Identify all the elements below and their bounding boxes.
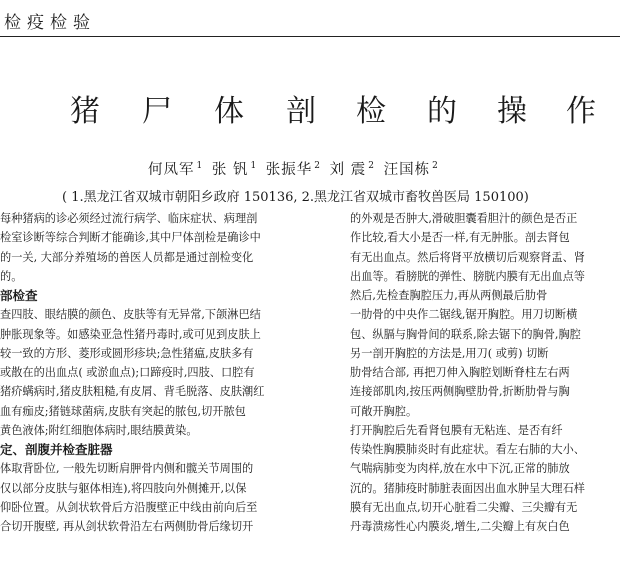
body-column-right bbox=[350, 209, 620, 536]
title-char: 检 bbox=[356, 94, 386, 129]
affiliation-line: ( 1.黑龙江省双城市朝阳乡政府 150136, 2.黑龙江省双城市畜牧兽医局 150100) bbox=[62, 190, 529, 205]
body-line: 仅以部分皮肤与躯体相连),将四肢向外侧摊开,以保 bbox=[0, 481, 247, 495]
body-line: 血有痂皮;猪链球菌病,皮肤有突起的脓包,切开脓包 bbox=[0, 404, 246, 418]
body-line: 出血等。看膀胱的弹性、膀胱内膜有无出血点等 bbox=[350, 269, 585, 283]
author-name: 何凤军 bbox=[148, 162, 195, 178]
body-line: 检室诊断等综合判断才能确诊,其中尸体剖检是确诊中 bbox=[0, 231, 261, 245]
article-title bbox=[0, 92, 620, 136]
body-line: 打开胸腔后先看肾包膜有无粘连、是否有纤 bbox=[350, 423, 563, 437]
author-line bbox=[148, 158, 442, 179]
title-char: 的 bbox=[427, 94, 457, 129]
title-char: 尸 bbox=[142, 94, 172, 129]
author-affiliation-mark: 2 bbox=[432, 161, 439, 172]
author-affiliation-mark: 2 bbox=[368, 161, 375, 172]
body-line: 连接部肌肉,按压两侧胸壁肋骨,折断肋骨与胸 bbox=[350, 385, 570, 399]
body-line: 包、纵膈与胸骨间的联系,除去锯下的胸骨,胸腔 bbox=[350, 327, 581, 341]
body-line: 合切开腹壁, 再从剑状软骨沿左右两侧肋骨后缘切开 bbox=[0, 520, 254, 533]
author-affiliation-mark: 1 bbox=[250, 161, 258, 172]
body-line: 的外观是否肿大,滑破胆囊看胆汁的颜色是否正 bbox=[350, 212, 578, 225]
body-line: 有无出血点。然后将肾平放横切后观察肾盂、肾 bbox=[350, 250, 585, 264]
body-line: 一肋骨的中央作二锯线,锯开胸腔。用刀切断横 bbox=[350, 308, 578, 322]
body-line: 另一剖开胸腔的方法是,用刀( 或剪) 切断 bbox=[350, 346, 549, 360]
body-line: 可敞开胸腔。 bbox=[350, 404, 418, 418]
body-line: 仰卧位置。从剑状软骨后方沿腹壁正中线由前向后至 bbox=[0, 500, 258, 514]
body-line: 肿胀现象等。如感染亚急性猪丹毒时,或可见到皮肤上 bbox=[0, 327, 261, 341]
body-line: 传染性胸膜肺炎时有此症状。看左右肺的大小、 bbox=[350, 443, 585, 456]
title-char: 猪 bbox=[70, 94, 100, 129]
title-char: 作 bbox=[566, 94, 596, 129]
author-name: 汪国栋 bbox=[383, 162, 431, 178]
body-line: 沉的。猪肺疫时肺脏表面因出血水肿呈大理石样 bbox=[350, 481, 585, 495]
body-line: 黄色液体;附红细胞体病时,眼结膜黄染。 bbox=[0, 423, 198, 437]
author-affiliation-mark: 2 bbox=[314, 161, 322, 172]
body-line: 的一关, 大部分养殖场的兽医人员都是通过剖检变化 bbox=[0, 250, 254, 264]
author-name: 刘 震 bbox=[329, 162, 367, 178]
title-char: 体 bbox=[214, 94, 244, 129]
body-line: 查四肢、眼结膜的颜色、皮肤等有无异常,下颌淋巴结 bbox=[0, 308, 261, 322]
body-column-left bbox=[0, 209, 332, 536]
body-line: 较一致的方形、菱形或圆形疹块;急性猪瘟,皮肤多有 bbox=[0, 346, 254, 360]
section-heading: 定、剖腹并检查脏器 bbox=[0, 442, 113, 457]
running-head: 检疫检验 bbox=[4, 13, 96, 33]
title-char: 剖 bbox=[286, 94, 316, 129]
body-line: 或散在的出血点( 或淤血点);口蹄疫时,四肢、口腔有 bbox=[0, 366, 255, 379]
author-name: 张 钒 bbox=[211, 162, 249, 178]
body-line: 膜有无出血点,切开心脏看二尖瓣、三尖瓣有无 bbox=[350, 500, 578, 514]
section-heading: 部检查 bbox=[0, 288, 38, 303]
author-name: 张振华 bbox=[265, 162, 313, 178]
body-line: 作比较,看大小是否一样,有无肿胀。剖去肾包 bbox=[350, 231, 570, 245]
body-line: 体取背卧位, 一般先切断肩胛骨内侧和髋关节周围的 bbox=[0, 462, 254, 476]
body-line: 丹毒溃疡性心内膜炎,增生,二尖瓣上有灰白色 bbox=[350, 520, 570, 533]
author-affiliation-mark: 1 bbox=[196, 161, 204, 172]
header-rule bbox=[0, 36, 620, 37]
body-line: 然后,先检查胸腔压力,再从两侧最后肋骨 bbox=[350, 289, 548, 302]
body-line: 猪疥螨病时,猪皮肤粗糙,有皮屑、背毛脱落、皮肤潮红 bbox=[0, 385, 265, 399]
title-char: 操 bbox=[497, 94, 527, 129]
body-line: 的。 bbox=[0, 269, 23, 283]
body-line: 肋骨结合部, 再把刀伸入胸腔划断脊柱左右两 bbox=[350, 366, 570, 379]
body-line: 气喘病肺变为肉样,放在水中下沉,正常的肺放 bbox=[350, 462, 570, 476]
body-line: 每种猪病的诊必须经过流行病学、临床症状、病理剖 bbox=[0, 212, 258, 225]
